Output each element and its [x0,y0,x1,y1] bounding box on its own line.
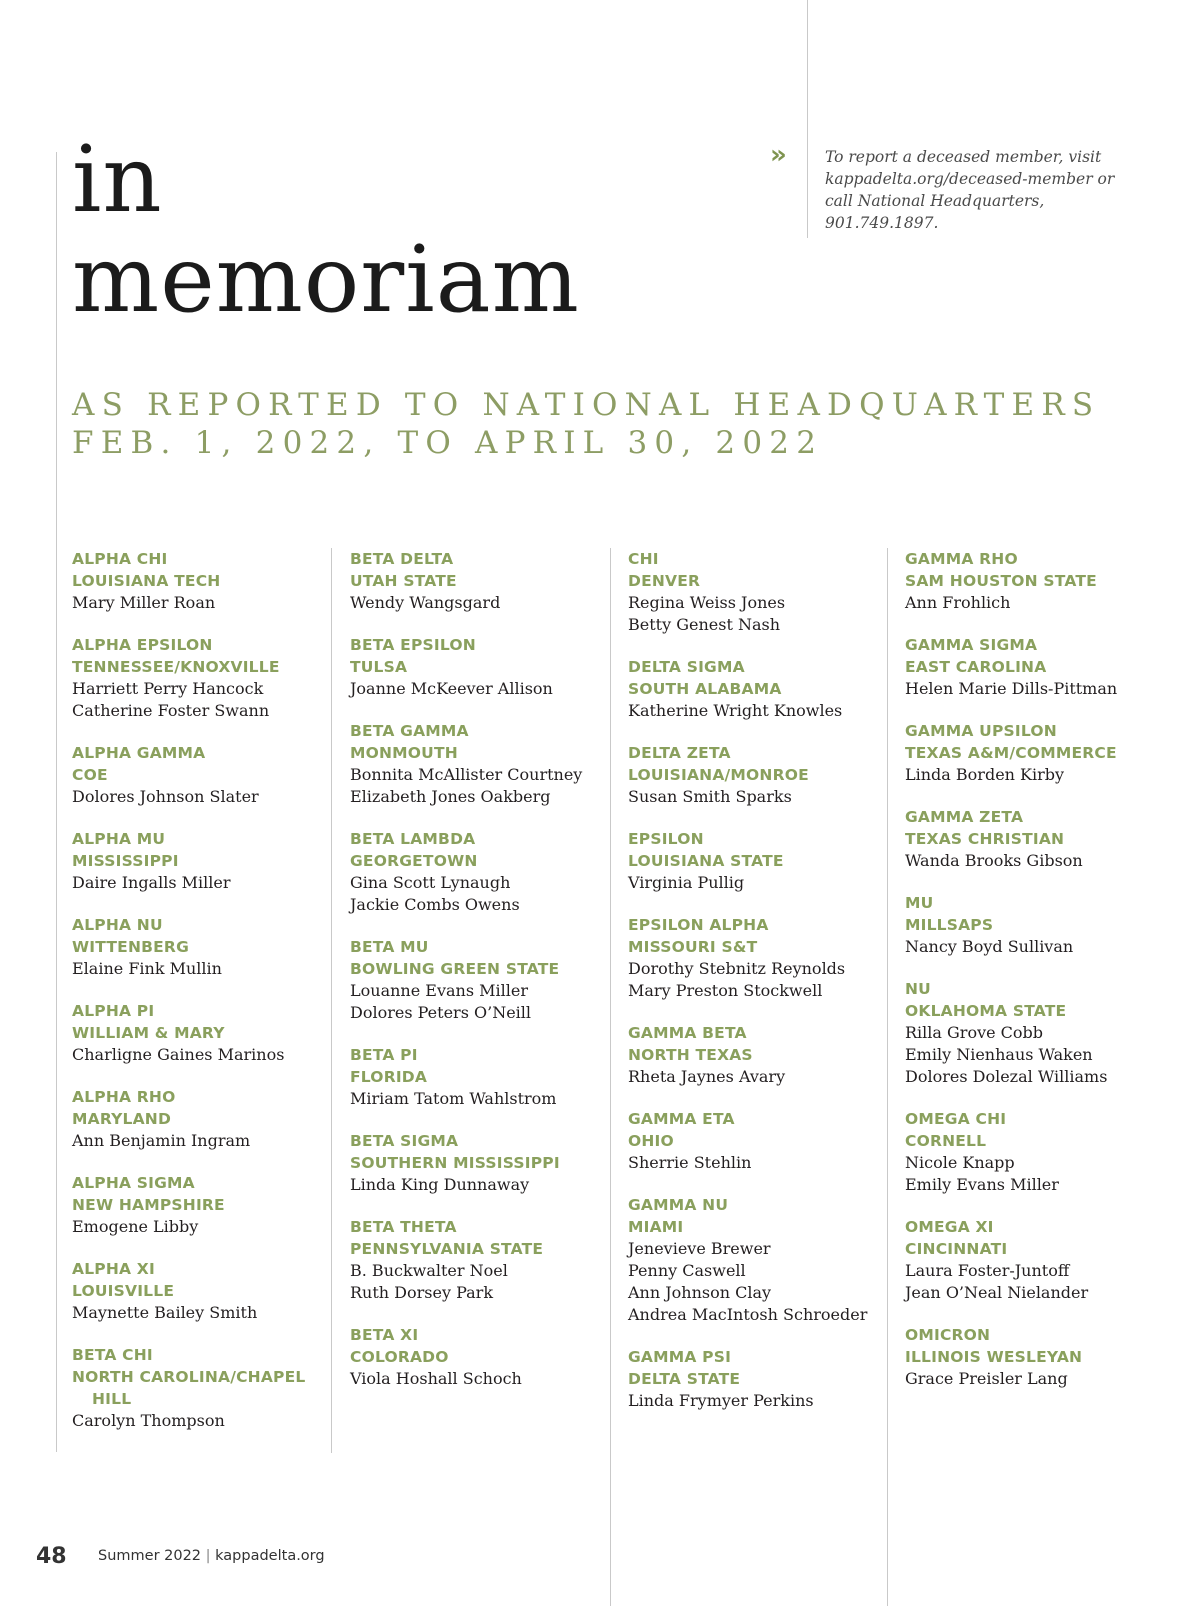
member-name: Wanda Brooks Gibson [905,851,1083,870]
chapter-name: BETA MU [350,938,429,956]
subtitle [72,386,1100,462]
school-name: NEW HAMPSHIRE [72,1196,225,1214]
chapter-entry [905,1216,1160,1304]
chapter-entry [350,720,605,808]
chapter-name: BETA CHI [72,1346,153,1364]
school-name: OKLAHOMA STATE [905,1002,1067,1020]
member-name: Betty Genest Nash [628,615,781,634]
chapter-entry [72,1344,327,1432]
chapter-name: ALPHA XI [72,1260,155,1278]
chapter-name: GAMMA UPSILON [905,722,1057,740]
chapter-name: ALPHA SIGMA [72,1174,195,1192]
member-name: Jackie Combs Owens [350,895,520,914]
double-chevron-right-icon: » [770,140,787,170]
subtitle-line-1: AS REPORTED TO NATIONAL HEADQUARTERS [72,387,1101,423]
member-name: Emogene Libby [72,1217,199,1236]
school-name: DENVER [628,572,701,590]
school-name: MARYLAND [72,1110,172,1128]
column-rule-1 [331,548,332,1453]
chapter-entry [628,914,883,1002]
school-name: LOUISVILLE [72,1282,175,1300]
school-name: MISSISSIPPI [72,852,179,870]
school-name: MISSOURI S&T [628,938,758,956]
member-name: Ruth Dorsey Park [350,1283,494,1302]
chapter-name: ALPHA MU [72,830,166,848]
chapter-entry [72,914,327,980]
chapter-name: BETA THETA [350,1218,457,1236]
chapter-entry [350,634,605,700]
member-name: Daire Ingalls Miller [72,873,231,892]
chapter-name: ALPHA GAMMA [72,744,206,762]
chapter-entry [628,742,883,808]
chapter-entry [350,1130,605,1196]
member-name: Carolyn Thompson [72,1411,225,1430]
school-name: DELTA STATE [628,1370,741,1388]
member-name: Dolores Peters O’Neill [350,1003,532,1022]
school-name: BOWLING GREEN STATE [350,960,560,978]
chapter-entry [628,1194,883,1326]
member-name: Nicole Knapp [905,1153,1015,1172]
memoriam-column-3 [628,548,883,1432]
school-name: NORTH CAROLINA/CHAPEL HILL [72,1368,306,1408]
member-name: Rilla Grove Cobb [905,1023,1044,1042]
chapter-entry [905,1108,1160,1196]
chapter-entry [72,828,327,894]
chapter-entry [628,1022,883,1088]
member-name: Harriett Perry Hancock [72,679,264,698]
member-name: Mary Miller Roan [72,593,216,612]
subtitle-line-2: FEB. 1, 2022, TO APRIL 30, 2022 [72,425,824,461]
chapter-name: BETA LAMBDA [350,830,476,848]
site-link[interactable]: kappadelta.org [215,1548,325,1564]
chapter-entry [350,1044,605,1110]
chapter-name: GAMMA SIGMA [905,636,1038,654]
chapter-entry [72,1258,327,1324]
chapter-entry [905,978,1160,1088]
chapter-entry [905,634,1160,700]
chapter-name: EPSILON [628,830,704,848]
member-name: Elizabeth Jones Oakberg [350,787,551,806]
chapter-name: BETA DELTA [350,550,454,568]
chapter-entry [72,742,327,808]
member-name: Emily Nienhaus Waken [905,1045,1093,1064]
member-name: Dolores Dolezal Williams [905,1067,1108,1086]
chapter-entry [628,548,883,636]
member-name: Helen Marie Dills-Pittman [905,679,1118,698]
chapter-name: GAMMA RHO [905,550,1018,568]
school-name: TULSA [350,658,408,676]
school-name: MONMOUTH [350,744,458,762]
memoriam-column-2 [350,548,605,1410]
member-name: Ann Benjamin Ingram [72,1131,251,1150]
member-name: Miriam Tatom Wahlstrom [350,1089,557,1108]
member-name: Ann Frohlich [905,593,1011,612]
publication-info [98,1548,325,1564]
school-name: PENNSYLVANIA STATE [350,1240,544,1258]
member-name: Maynette Bailey Smith [72,1303,258,1322]
member-name: Linda Frymyer Perkins [628,1391,814,1410]
chapter-entry [628,828,883,894]
member-name: Mary Preston Stockwell [628,981,823,1000]
chapter-entry [350,548,605,614]
member-name: Dorothy Stebnitz Reynolds [628,959,846,978]
school-name: TEXAS A&M/COMMERCE [905,744,1117,762]
chapter-name: ALPHA RHO [72,1088,176,1106]
member-name: Grace Preisler Lang [905,1369,1068,1388]
school-name: EAST CAROLINA [905,658,1047,676]
column-rule-2 [610,548,611,1606]
chapter-name: BETA SIGMA [350,1132,459,1150]
member-name: Sherrie Stehlin [628,1153,752,1172]
member-name: Gina Scott Lynaugh [350,873,511,892]
school-name: COE [72,766,108,784]
school-name: FLORIDA [350,1068,428,1086]
school-name: LOUISIANA TECH [72,572,221,590]
school-name: LOUISIANA STATE [628,852,784,870]
school-name: WILLIAM & MARY [72,1024,225,1042]
chapter-entry [628,656,883,722]
school-name: TENNESSEE/KNOXVILLE [72,658,280,676]
member-name: Dolores Johnson Slater [72,787,259,806]
member-name: Charligne Gaines Marinos [72,1045,285,1064]
chapter-entry [72,1172,327,1238]
member-name: Emily Evans Miller [905,1175,1059,1194]
member-name: Jean O’Neal Nielander [905,1283,1089,1302]
school-name: ILLINOIS WESLEYAN [905,1348,1083,1366]
page-number: 48 [36,1544,67,1569]
school-name: GEORGETOWN [350,852,478,870]
chapter-entry [905,720,1160,786]
report-note: To report a deceased member, visit kappadelta.org/deceased-member or call National Headquarters, 901.749.1897. [825,148,1115,232]
member-name: Nancy Boyd Sullivan [905,937,1074,956]
column-rule-3 [887,548,888,1606]
chapter-entry [905,548,1160,614]
chapter-entry [350,1324,605,1390]
chapter-name: BETA GAMMA [350,722,469,740]
member-name: Bonnita McAllister Courtney [350,765,583,784]
school-name: SAM HOUSTON STATE [905,572,1097,590]
issue-label: Summer 2022 [98,1548,202,1564]
member-name: Susan Smith Sparks [628,787,792,806]
school-name: SOUTH ALABAMA [628,680,782,698]
chapter-name: OMICRON [905,1326,991,1344]
chapter-name: CHI [628,550,659,568]
chapter-name: BETA EPSILON [350,636,476,654]
school-name: LOUISIANA/MONROE [628,766,809,784]
school-name: NORTH TEXAS [628,1046,753,1064]
member-name: Katherine Wright Knowles [628,701,843,720]
title-rule [56,152,57,1452]
school-name: MILLSAPS [905,916,994,934]
chapter-name: GAMMA BETA [628,1024,747,1042]
chapter-entry [905,806,1160,872]
chapter-entry [350,828,605,916]
chapter-name: OMEGA CHI [905,1110,1007,1128]
member-name: Elaine Fink Mullin [72,959,222,978]
school-name: CINCINNATI [905,1240,1008,1258]
member-name: B. Buckwalter Noel [350,1261,508,1280]
school-name: COLORADO [350,1348,449,1366]
school-name: UTAH STATE [350,572,457,590]
member-name: Viola Hoshall Schoch [350,1369,522,1388]
school-name: TEXAS CHRISTIAN [905,830,1065,848]
school-name: OHIO [628,1132,674,1150]
note-rule [807,0,808,238]
member-name: Wendy Wangsgard [350,593,501,612]
chapter-name: BETA PI [350,1046,418,1064]
chapter-name: BETA XI [350,1326,419,1344]
chapter-name: GAMMA NU [628,1196,729,1214]
chapter-name: EPSILON ALPHA [628,916,769,934]
member-name: Linda King Dunnaway [350,1175,530,1194]
chapter-name: GAMMA ZETA [905,808,1024,826]
school-name: WITTENBERG [72,938,189,956]
chapter-name: GAMMA ETA [628,1110,735,1128]
member-name: Ann Johnson Clay [628,1283,772,1302]
title-line-2: memoriam [72,226,580,333]
school-name: CORNELL [905,1132,987,1150]
chapter-entry [905,892,1160,958]
member-name: Linda Borden Kirby [905,765,1065,784]
member-name: Rheta Jaynes Avary [628,1067,786,1086]
member-name: Catherine Foster Swann [72,701,270,720]
chapter-name: OMEGA XI [905,1218,994,1236]
member-name: Louanne Evans Miller [350,981,528,1000]
title-line-1: in [72,126,163,233]
chapter-entry [628,1108,883,1174]
chapter-name: ALPHA PI [72,1002,155,1020]
chapter-entry [72,1000,327,1066]
chapter-entry [350,1216,605,1304]
chapter-entry [72,1086,327,1152]
member-name: Jenevieve Brewer [628,1239,771,1258]
chapter-name: ALPHA CHI [72,550,168,568]
chapter-entry [905,1324,1160,1390]
school-name: MIAMI [628,1218,684,1236]
memoriam-column-1 [72,548,327,1452]
page-title [72,126,580,333]
school-name: SOUTHERN MISSISSIPPI [350,1154,560,1172]
member-name: Regina Weiss Jones [628,593,786,612]
chapter-name: GAMMA PSI [628,1348,732,1366]
memoriam-column-4 [905,548,1160,1410]
chapter-entry [72,634,327,722]
chapter-entry [350,936,605,1024]
chapter-name: ALPHA NU [72,916,163,934]
chapter-entry [628,1346,883,1412]
chapter-name: MU [905,894,934,912]
member-name: Laura Foster-Juntoff [905,1261,1070,1280]
member-name: Penny Caswell [628,1261,746,1280]
member-name: Virginia Pullig [628,873,745,892]
chapter-name: ALPHA EPSILON [72,636,213,654]
member-name: Joanne McKeever Allison [350,679,553,698]
chapter-name: DELTA ZETA [628,744,731,762]
separator: | [205,1548,216,1564]
chapter-entry [72,548,327,614]
chapter-name: DELTA SIGMA [628,658,745,676]
member-name: Andrea MacIntosh Schroeder [628,1305,868,1324]
chapter-name: NU [905,980,931,998]
